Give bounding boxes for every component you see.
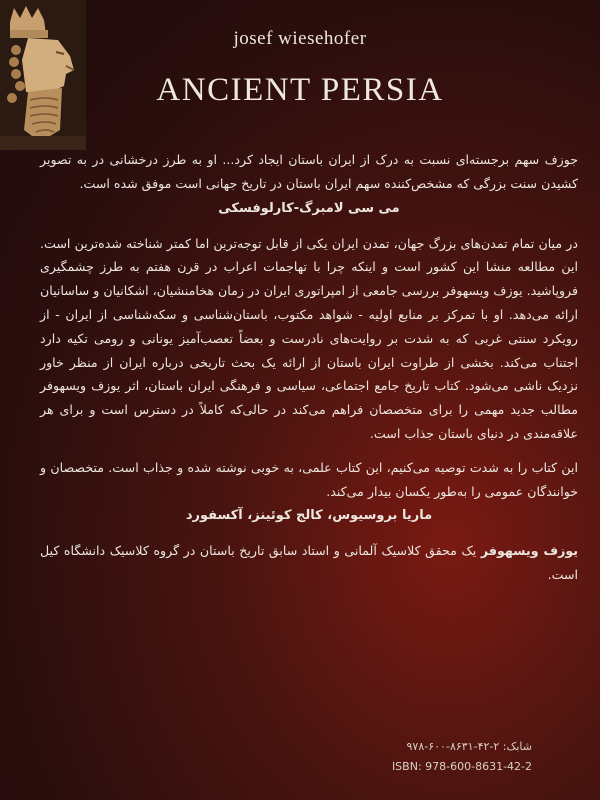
- author-bio-text: یک محقق کلاسیک آلمانی و استاد سابق تاریخ باستان در گروه کلاسیک دانشگاه کیل است.: [40, 543, 578, 583]
- review-quote-2: این کتاب را به شدت توصیه می‌کنیم، این کتاب علمی، به خوبی نوشته شده و جذاب است. متخصصان و خوانندگان عمومی را به‌طور یکسان بیدار می‌کند.: [40, 459, 578, 499]
- book-title: ANCIENT PERSIA: [156, 72, 444, 108]
- review-attribution-1: می سی لامبرگ-کارلوفسکی: [218, 200, 400, 216]
- author-name: josef wiesehofer: [233, 28, 367, 49]
- isbn-persian: شابک: ۲-۴۲-۸۶۳۱-۶۰۰-۹۷۸: [406, 740, 532, 753]
- author-bio-name: یوزف ویسهوفر: [480, 543, 578, 559]
- review-quote-1: جوزف سهم برجسته‌ای نسبت به درک از ایران باستان ایجاد کرد... او به طرز درخشانی در به تصویر کشیدن سنت بزرگی که مشخص‌کننده سهم ایران باستان در تاریخ جهانی است موفق شده است.: [40, 152, 578, 191]
- review-attribution-2: ماریا بروسیوس، کالج کوئینز، آکسفورد: [185, 508, 433, 524]
- author-bio: [40, 539, 578, 587]
- book-description: در میان تمام تمدن‌های بزرگ جهان، تمدن ایران یکی از قابل توجه‌ترین اما کمتر شناخته شده‌ترین است. این مطالعه منشا این کشور است و اینکه چرا با تهاجمات اعراب در قرن هفتم به طرز چشمگیری فروپاشید. یوزف ویسهوفر بررسی جامعی از امپراتوری ایران در زمان هخامنشیان، اشکانیان و ساسانیان ارائه می‌دهد. او با تمرکز بر منابع اولیه - شواهد مکتوب، باستان‌شناسی و سکه‌شناسی از ایران - از رویکرد سنتی غربی که به شدت بر روایت‌های نادرست و بعضاً تعصب‌آمیز یونانی و رومی تکیه دارد اجتناب می‌کند. بخشی از طراوت ایران باستان از ارائه یک بحث تاریخی درباره ایران از منظر خاور نزدیک ناشی می‌شود. کتاب تاریخ جامع اجتماعی، سیاسی و فرهنگی ایران باستان، اثر یوزف ویسهوفر مطالب جدید مهمی را برای متخصصان فراهم می‌کند در حالی‌که کاملاً در دسترس است و برای هر علاقه‌مندی در دنیای باستان جذاب است.: [40, 235, 578, 441]
- back-cover-text: [40, 148, 578, 587]
- isbn-latin: ISBN: 978-600-8631-42-2: [391, 760, 532, 773]
